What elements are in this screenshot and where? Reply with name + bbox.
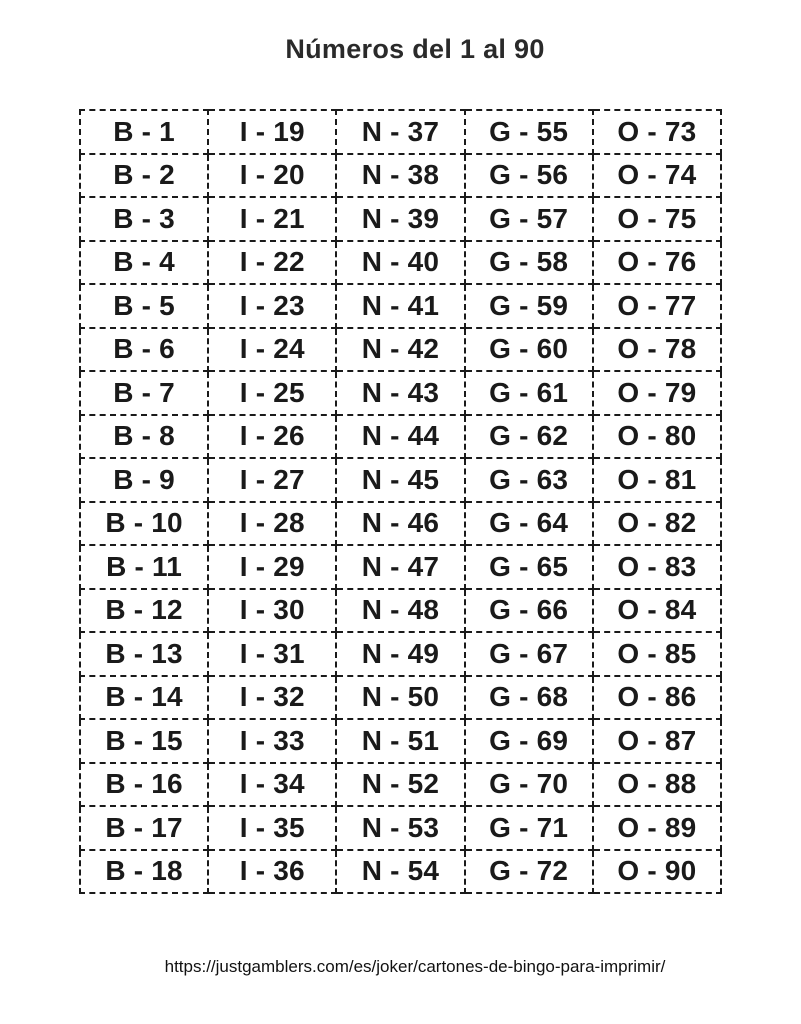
number-cell-n: N - 44 xyxy=(336,415,464,459)
number-cell-i: I - 22 xyxy=(208,241,336,285)
table-row xyxy=(80,458,721,502)
number-cell-o: O - 84 xyxy=(593,589,721,633)
number-cell-n: N - 39 xyxy=(336,197,464,241)
number-cell-o: O - 83 xyxy=(593,545,721,589)
page-title: Números del 1 al 90 xyxy=(285,34,545,64)
table-row xyxy=(80,328,721,372)
table-row xyxy=(80,241,721,285)
number-cell-n: N - 41 xyxy=(336,284,464,328)
number-cell-n: N - 43 xyxy=(336,371,464,415)
number-cell-g: G - 62 xyxy=(465,415,593,459)
table-row xyxy=(80,502,721,546)
number-cell-i: I - 19 xyxy=(208,110,336,154)
number-cell-o: O - 85 xyxy=(593,632,721,676)
table-row xyxy=(80,154,721,198)
table-row xyxy=(80,850,721,894)
bingo-numbers-table xyxy=(79,109,722,894)
number-cell-g: G - 68 xyxy=(465,676,593,720)
number-cell-i: I - 32 xyxy=(208,676,336,720)
number-cell-i: I - 28 xyxy=(208,502,336,546)
number-cell-o: O - 74 xyxy=(593,154,721,198)
number-cell-n: N - 45 xyxy=(336,458,464,502)
bingo-numbers-body xyxy=(80,110,721,893)
table-row xyxy=(80,284,721,328)
number-cell-g: G - 57 xyxy=(465,197,593,241)
number-cell-b: B - 6 xyxy=(80,328,208,372)
table-row xyxy=(80,676,721,720)
number-cell-g: G - 66 xyxy=(465,589,593,633)
number-cell-b: B - 18 xyxy=(80,850,208,894)
number-cell-n: N - 50 xyxy=(336,676,464,720)
number-cell-i: I - 36 xyxy=(208,850,336,894)
number-cell-g: G - 56 xyxy=(465,154,593,198)
number-cell-b: B - 13 xyxy=(80,632,208,676)
number-cell-b: B - 7 xyxy=(80,371,208,415)
table-row xyxy=(80,371,721,415)
number-cell-b: B - 2 xyxy=(80,154,208,198)
number-cell-o: O - 75 xyxy=(593,197,721,241)
number-cell-i: I - 33 xyxy=(208,719,336,763)
number-cell-b: B - 1 xyxy=(80,110,208,154)
number-cell-b: B - 4 xyxy=(80,241,208,285)
number-cell-g: G - 69 xyxy=(465,719,593,763)
number-cell-g: G - 70 xyxy=(465,763,593,807)
number-cell-n: N - 48 xyxy=(336,589,464,633)
number-cell-b: B - 16 xyxy=(80,763,208,807)
number-cell-o: O - 81 xyxy=(593,458,721,502)
number-cell-o: O - 76 xyxy=(593,241,721,285)
number-cell-n: N - 54 xyxy=(336,850,464,894)
number-cell-i: I - 23 xyxy=(208,284,336,328)
number-cell-b: B - 9 xyxy=(80,458,208,502)
number-cell-i: I - 27 xyxy=(208,458,336,502)
number-cell-g: G - 58 xyxy=(465,241,593,285)
number-cell-o: O - 88 xyxy=(593,763,721,807)
number-cell-b: B - 15 xyxy=(80,719,208,763)
number-cell-g: G - 65 xyxy=(465,545,593,589)
number-cell-o: O - 90 xyxy=(593,850,721,894)
table-row xyxy=(80,719,721,763)
number-cell-n: N - 46 xyxy=(336,502,464,546)
number-cell-o: O - 77 xyxy=(593,284,721,328)
number-cell-o: O - 86 xyxy=(593,676,721,720)
number-cell-o: O - 82 xyxy=(593,502,721,546)
number-cell-b: B - 5 xyxy=(80,284,208,328)
table-row xyxy=(80,545,721,589)
number-cell-n: N - 52 xyxy=(336,763,464,807)
number-cell-i: I - 31 xyxy=(208,632,336,676)
number-cell-i: I - 20 xyxy=(208,154,336,198)
table-row xyxy=(80,806,721,850)
number-cell-o: O - 89 xyxy=(593,806,721,850)
number-cell-o: O - 78 xyxy=(593,328,721,372)
number-cell-n: N - 47 xyxy=(336,545,464,589)
number-cell-o: O - 73 xyxy=(593,110,721,154)
number-cell-g: G - 72 xyxy=(465,850,593,894)
number-cell-o: O - 80 xyxy=(593,415,721,459)
number-cell-n: N - 38 xyxy=(336,154,464,198)
number-cell-g: G - 61 xyxy=(465,371,593,415)
table-row xyxy=(80,632,721,676)
number-cell-g: G - 71 xyxy=(465,806,593,850)
number-cell-n: N - 49 xyxy=(336,632,464,676)
table-row xyxy=(80,763,721,807)
number-cell-n: N - 51 xyxy=(336,719,464,763)
table-row xyxy=(80,589,721,633)
number-cell-b: B - 3 xyxy=(80,197,208,241)
number-cell-b: B - 17 xyxy=(80,806,208,850)
table-row xyxy=(80,197,721,241)
number-cell-n: N - 40 xyxy=(336,241,464,285)
number-cell-n: N - 42 xyxy=(336,328,464,372)
number-cell-b: B - 8 xyxy=(80,415,208,459)
number-cell-i: I - 25 xyxy=(208,371,336,415)
number-cell-i: I - 35 xyxy=(208,806,336,850)
number-cell-n: N - 53 xyxy=(336,806,464,850)
number-cell-i: I - 24 xyxy=(208,328,336,372)
number-cell-i: I - 34 xyxy=(208,763,336,807)
table-row xyxy=(80,415,721,459)
number-cell-o: O - 87 xyxy=(593,719,721,763)
number-cell-g: G - 55 xyxy=(465,110,593,154)
number-cell-o: O - 79 xyxy=(593,371,721,415)
number-cell-g: G - 64 xyxy=(465,502,593,546)
number-cell-b: B - 12 xyxy=(80,589,208,633)
number-cell-g: G - 60 xyxy=(465,328,593,372)
number-cell-g: G - 59 xyxy=(465,284,593,328)
number-cell-n: N - 37 xyxy=(336,110,464,154)
number-cell-b: B - 14 xyxy=(80,676,208,720)
number-cell-i: I - 26 xyxy=(208,415,336,459)
number-cell-b: B - 10 xyxy=(80,502,208,546)
number-cell-i: I - 21 xyxy=(208,197,336,241)
source-url: https://justgamblers.com/es/joker/cartones-de-bingo-para-imprimir/ xyxy=(164,957,666,976)
number-cell-i: I - 30 xyxy=(208,589,336,633)
number-cell-g: G - 67 xyxy=(465,632,593,676)
number-cell-g: G - 63 xyxy=(465,458,593,502)
number-cell-b: B - 11 xyxy=(80,545,208,589)
number-cell-i: I - 29 xyxy=(208,545,336,589)
table-row xyxy=(80,110,721,154)
